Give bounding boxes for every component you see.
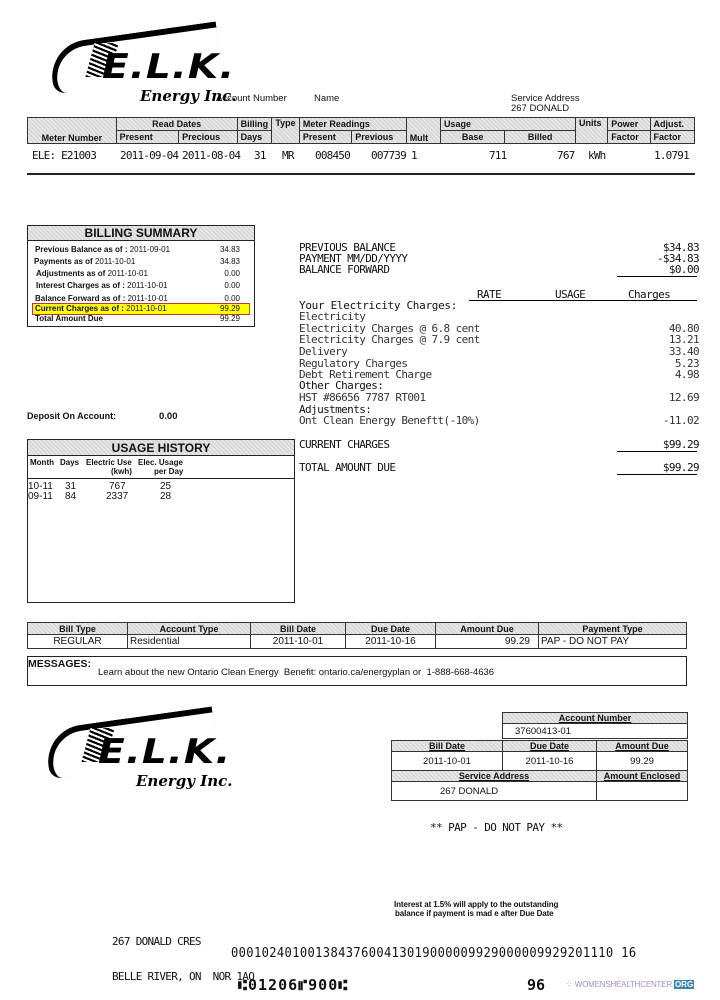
logo-wordmark: E.L.K. bbox=[102, 47, 236, 87]
amount-due: 99.29 bbox=[436, 635, 539, 649]
due-date: 2011-10-16 bbox=[346, 635, 436, 649]
deposit-label: Deposit On Account: bbox=[27, 411, 117, 421]
summary-row-interest: Interest Charges as of : 2011-10-01 0.00 bbox=[36, 281, 240, 290]
th-meter-readings: Meter Readings bbox=[299, 118, 406, 131]
stub-service-address: 267 DONALD bbox=[392, 782, 597, 801]
usage-history-title: USAGE HISTORY bbox=[28, 440, 294, 456]
statement-total-due: TOTAL AMOUNT DUE $99.29 bbox=[299, 461, 699, 474]
micr-routing: ⑆01206⑈900⑆ bbox=[238, 976, 349, 994]
stub-service-address-label: Service Address bbox=[392, 771, 597, 782]
th-account-type: Account Type bbox=[128, 623, 251, 635]
service-address-label: Service Address bbox=[511, 93, 580, 104]
name-label: Name bbox=[314, 93, 340, 104]
charge-line-electricity-7-9: Electricity Charges @ 7.9 cent 13.21 bbox=[299, 333, 699, 346]
read-type: MR bbox=[282, 149, 294, 162]
charge-line-debt-retirement: Debt Retirement Charge 4.98 bbox=[299, 368, 699, 381]
other-charges-heading: Other Charges: bbox=[299, 379, 384, 392]
summary-row-previous-balance: Previous Balance as of : 2011-09-01 34.83 bbox=[35, 245, 240, 254]
stub-due-date-label: Due Date bbox=[503, 741, 597, 752]
divider bbox=[27, 173, 695, 175]
account-number-label: Account Number bbox=[216, 93, 287, 104]
bill-info-table bbox=[27, 622, 687, 649]
multiplier: 1 bbox=[411, 149, 417, 162]
stub-payment-table bbox=[391, 740, 688, 801]
meter-number: ELE: E21003 bbox=[32, 149, 97, 162]
billing-summary-title: BILLING SUMMARY bbox=[28, 226, 254, 241]
stub-bill-date-label: Bill Date bbox=[392, 741, 503, 752]
stub-amount-due-label: Amount Due bbox=[597, 741, 688, 752]
watermark-badge: ORG bbox=[674, 980, 694, 989]
messages-box bbox=[27, 656, 687, 686]
th-present: Present bbox=[116, 131, 178, 144]
amount-enclosed-field[interactable] bbox=[597, 782, 688, 801]
page-number: 96 bbox=[527, 976, 546, 994]
units: kWh bbox=[588, 149, 606, 162]
service-address-value: 267 DONALD bbox=[511, 103, 570, 114]
charge-line-delivery: Delivery 33.40 bbox=[299, 345, 699, 358]
stub-amount-enclosed-label: Amount Enclosed bbox=[597, 771, 688, 782]
charge-line-hst: HST #86656 7787 RT001 12.69 bbox=[299, 391, 699, 404]
th-adjust: Adjust. bbox=[650, 118, 695, 131]
summary-row-balance-forward: Balance Forward as of : 2011-10-01 0.00 bbox=[35, 294, 240, 303]
th-billed: Billed bbox=[505, 131, 576, 144]
th-payment-type: Payment Type bbox=[539, 623, 687, 635]
stub-account-number-label: Account Number bbox=[503, 713, 688, 724]
th-due-date: Due Date bbox=[346, 623, 436, 635]
mailing-address-line2: BELLE RIVER, ON NOR 1AO bbox=[112, 969, 255, 983]
adjust-factor: 1.0791 bbox=[654, 149, 689, 162]
th-meter-number: Meter Number bbox=[28, 118, 117, 144]
messages-text: Learn about the new Ontario Clean Energy Benefit: ontario.ca/energyplan or 1-888-668-4636 bbox=[98, 667, 495, 678]
summary-row-current-charges: Current Charges as of : 2011-10-01 99.29 bbox=[33, 304, 249, 314]
statement-previous-balance: PREVIOUS BALANCE $34.83 bbox=[299, 241, 699, 254]
reading-previous: 007739 bbox=[371, 149, 406, 162]
statement-current-charges: CURRENT CHARGES $99.29 bbox=[299, 438, 699, 451]
stub-bill-date: 2011-10-01 bbox=[392, 752, 503, 771]
adjustment-line-clean-energy: Ont Clean Energy Beneftt(-10%) -11.02 bbox=[299, 414, 699, 427]
usage-billed: 767 bbox=[557, 149, 575, 162]
payment-type: PAP - DO NOT PAY bbox=[539, 635, 687, 649]
th-base: Base bbox=[440, 131, 504, 144]
watermark-text: WOMENSHEALTHCENTER. bbox=[574, 980, 674, 989]
th-power: Power bbox=[608, 118, 650, 131]
usage-history-row: 09-11 84 2337 28 bbox=[28, 491, 172, 502]
watermark-dots-icon: ⁘ bbox=[565, 979, 573, 989]
total-due-underline bbox=[617, 474, 697, 475]
stub-account-number: 37600413-01 bbox=[503, 724, 688, 739]
th-bill-type: Bill Type bbox=[28, 623, 128, 635]
stub-account-table bbox=[502, 712, 688, 739]
deposit-value: 0.00 bbox=[159, 411, 178, 422]
pap-notice: ** PAP - DO NOT PAY ** bbox=[430, 821, 563, 834]
meter-reading-table bbox=[27, 117, 695, 144]
th-mr-previous: Previous bbox=[352, 131, 406, 144]
summary-row-payments: Payments as of 2011-10-01 34.83 bbox=[34, 257, 240, 266]
read-present: 2011-09-04 bbox=[120, 149, 179, 162]
statement-payment: PAYMENT MM/DD/YYYY -$34.83 bbox=[299, 252, 699, 265]
messages-label: MESSAGES: bbox=[28, 658, 92, 670]
interest-notice: Interest at 1.5% will apply to the outstanding balance if payment is mad e after Due Date bbox=[394, 900, 559, 918]
meter-data-row bbox=[30, 149, 698, 163]
statement-balance-forward: BALANCE FORWARD $0.00 bbox=[299, 263, 699, 276]
ocr-scanline: 00010240100138437600413019000009929000009929201110 16 bbox=[231, 946, 637, 961]
account-type: Residential bbox=[128, 635, 251, 649]
th-days: Days bbox=[237, 131, 272, 144]
rate-column-header: RATE USAGE Charges bbox=[469, 289, 697, 301]
usage-base: 711 bbox=[489, 149, 507, 162]
bill-date: 2011-10-01 bbox=[251, 635, 346, 649]
reading-present: 008450 bbox=[315, 149, 350, 162]
summary-row-adjustments: Adjustments as of 2011-10-01 0.00 bbox=[36, 269, 240, 278]
summary-row-total-due: Total Amount Due 99.29 bbox=[35, 314, 240, 323]
th-adjust-factor: Factor bbox=[650, 131, 695, 144]
mailing-address-line1: 267 DONALD CRES bbox=[112, 935, 201, 948]
usage-history-row: 10-11 31 767 25 bbox=[28, 481, 172, 492]
current-charges-underline bbox=[617, 451, 697, 452]
th-mult: Mult bbox=[406, 118, 440, 144]
bill-type: REGULAR bbox=[28, 635, 128, 649]
charge-line-electricity-6-8: Electricity Charges @ 6.8 cent 40.80 bbox=[299, 322, 699, 335]
th-mr-present: Present bbox=[299, 131, 351, 144]
th-read-dates: Read Dates bbox=[116, 118, 237, 131]
th-precious: Precious bbox=[179, 131, 237, 144]
logo-subtitle: Energy Inc. bbox=[136, 772, 233, 790]
adjustments-heading: Adjustments: bbox=[299, 403, 372, 416]
th-billing: Billing bbox=[237, 118, 272, 131]
logo-subtitle: Energy Inc. bbox=[140, 87, 237, 105]
charge-line-electricity: Electricity bbox=[299, 310, 366, 323]
balance-underline bbox=[617, 276, 697, 277]
th-usage: Usage bbox=[440, 118, 575, 131]
th-power-factor: Factor bbox=[608, 131, 650, 144]
logo-wordmark: E.L.K. bbox=[98, 732, 232, 772]
th-type: Type bbox=[272, 118, 300, 144]
stub-due-date: 2011-10-16 bbox=[503, 752, 597, 771]
th-bill-date: Bill Date bbox=[251, 623, 346, 635]
charge-line-regulatory: Regulatory Charges 5.23 bbox=[299, 357, 699, 370]
your-charges-heading: Your Electricity Charges: bbox=[299, 299, 458, 312]
watermark bbox=[565, 977, 694, 991]
th-units: Units bbox=[575, 118, 607, 144]
statement-detail bbox=[299, 242, 697, 482]
usage-history-box bbox=[27, 439, 295, 603]
company-logo-bottom bbox=[46, 710, 246, 790]
billing-summary-box bbox=[27, 225, 255, 327]
usage-history-header: Month Days Electric Use (kwh) Elec. Usage per Day bbox=[28, 456, 294, 479]
read-previous: 2011-08-04 bbox=[182, 149, 241, 162]
stub-amount-due: 99.29 bbox=[597, 752, 688, 771]
billing-days: 31 bbox=[254, 149, 266, 162]
th-amount-due: Amount Due bbox=[436, 623, 539, 635]
